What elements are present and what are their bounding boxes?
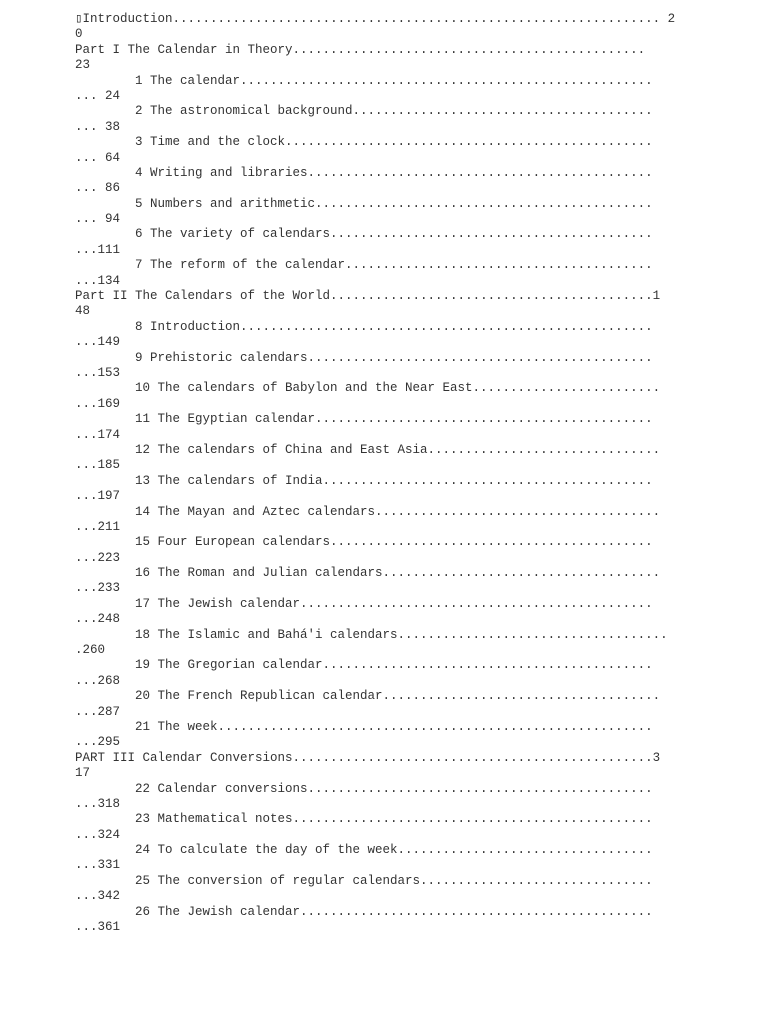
toc-line: ...342 [75,889,121,904]
toc-line: ...223 [75,550,121,565]
toc-chapter-line: 20 The French Republican calendar..................................... [135,689,661,704]
toc-chapter-line: 15 Four European calendars........................................... [135,535,653,550]
toc-line: ... 86 [75,181,121,196]
toc-line: PART III Calendar Conversions................................................3 [75,750,661,765]
toc-line: ...248 [75,612,121,627]
toc-chapter-line: 9 Prehistoric calendars.............................................. [135,350,653,365]
toc-line: Part II The Calendars of the World...........................................1 [75,289,661,304]
toc-chapter-line: 8 Introduction....................................................... [135,319,653,334]
toc-line: 17 [75,766,91,781]
toc-chapter-line: 7 The reform of the calendar......................................... [135,258,653,273]
toc-chapter-line: 14 The Mayan and Aztec calendars...................................... [135,504,661,519]
toc-line: ...169 [75,396,121,411]
toc-line: ...361 [75,920,121,935]
toc-chapter-line: 12 The calendars of China and East Asia............................... [135,442,661,457]
table-of-contents [75,12,755,935]
toc-chapter-line: 25 The conversion of regular calendars............................... [135,873,653,888]
toc-line: .260 [75,643,106,658]
toc-chapter-line: 21 The week.......................................................... [135,719,653,734]
toc-chapter-line: 26 The Jewish calendar............................................... [135,904,653,919]
toc-line: ...331 [75,858,121,873]
toc-line: ... 94 [75,212,121,227]
toc-line: 0 [75,27,83,42]
toc-line: ... 38 [75,119,121,134]
toc-chapter-line: 11 The Egyptian calendar............................................. [135,412,653,427]
toc-line: ...295 [75,735,121,750]
toc-chapter-line: 6 The variety of calendars........................................... [135,227,653,242]
toc-chapter-line: 13 The calendars of India............................................ [135,473,653,488]
toc-line: ...268 [75,673,121,688]
toc-chapter-line: 16 The Roman and Julian calendars..................................... [135,566,661,581]
toc-line: ...324 [75,827,121,842]
toc-chapter-line: 5 Numbers and arithmetic............................................. [135,196,653,211]
toc-line: ...174 [75,427,121,442]
toc-line: ... 64 [75,150,121,165]
toc-line: ...233 [75,581,121,596]
toc-line: 23 [75,58,91,73]
toc-line: Part I The Calendar in Theory............................................... [75,42,646,57]
toc-line: ...185 [75,458,121,473]
toc-line: ▯Introduction................................................................. 2 [75,12,676,26]
toc-chapter-line: 24 To calculate the day of the week.................................. [135,843,653,858]
toc-chapter-line: 10 The calendars of Babylon and the Near East......................... [135,381,661,396]
toc-chapter-line: 2 The astronomical background........................................ [135,104,653,119]
toc-chapter-line: 18 The Islamic and Bahá'i calendars.................................... [135,627,668,642]
toc-chapter-line: 17 The Jewish calendar............................................... [135,596,653,611]
toc-line: ...153 [75,365,121,380]
toc-chapter-line: 3 Time and the clock................................................. [135,135,653,150]
toc-chapter-line: 19 The Gregorian calendar............................................ [135,658,653,673]
toc-line: ...134 [75,273,121,288]
toc-line: ...149 [75,335,121,350]
toc-chapter-line: 23 Mathematical notes................................................ [135,812,653,827]
toc-chapter-line: 22 Calendar conversions.............................................. [135,781,653,796]
toc-line: ...211 [75,519,121,534]
toc-chapter-line: 4 Writing and libraries.............................................. [135,165,653,180]
toc-line: ...318 [75,796,121,811]
toc-line: ...197 [75,489,121,504]
toc-line: ...287 [75,704,121,719]
toc-line: 48 [75,304,91,319]
toc-line: ... 24 [75,88,121,103]
toc-chapter-line: 1 The calendar....................................................... [135,73,653,88]
toc-line: ...111 [75,242,121,257]
